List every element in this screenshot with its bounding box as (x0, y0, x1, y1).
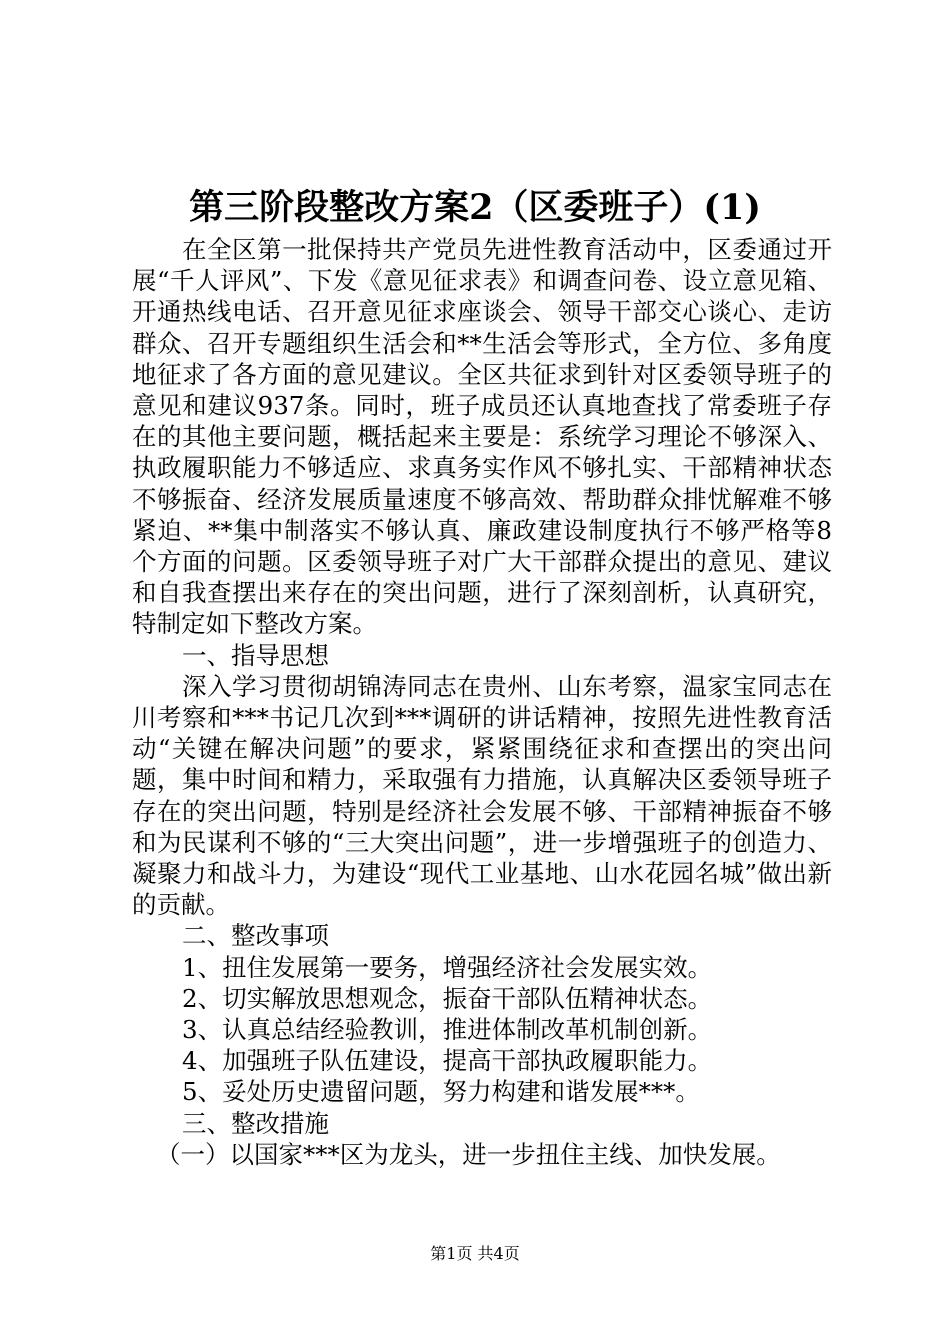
list-item: 5、妥处历史遗留问题，努力构建和谐发展***。 (182, 1077, 700, 1107)
heading-guiding-thought: 一、指导思想 (182, 640, 329, 670)
page-footer: 第1页 共4页 (430, 1244, 520, 1263)
paragraph-guiding-thought: 深入学习贯彻胡锦涛同志在贵州、山东考察，温家宝同志在川考察和***书记几次到***调研的讲话精神，按照先进性教育活动“关键在解决问题”的要求，紧紧围绕征求和查摆出的突出问题，集中时间和精力，采取强有力措施，认真解决区委领导班子存在的突出问题，特别是经济社会发展不够、干部精神振奋不够和为民谋利不够的“三大突出问题”，进一步增强班子的创造力、凝聚力和战斗力，为建设“现代工业基地、山水花园名城”做出新的贡献。 (132, 671, 832, 920)
document-title: 第三阶段整改方案2（区委班子）(1) (189, 187, 761, 228)
paragraph-intro: 在全区第一批保持共产党员先进性教育活动中，区委通过开展“千人评风”、下发《意见征求表》和调查问卷、设立意见箱、开通热线电话、召开意见征求座谈会、领导干部交心谈心、走访群众、召开专题组织生活会和**生活会等形式，全方位、多角度地征求了各方面的意见建议。全区共征求到针对区委领导班子的意见和建议937条。同时，班子成员还认真地查找了常委班子存在的其他主要问题，概括起来主要是：系统学习理论不够深入、执政履职能力不够适应、求真务实作风不够扎实、干部精神状态不够振奋、经济发展质量速度不够高效、帮助群众排忧解难不够紧迫、**集中制落实不够认真、廉政建设制度执行不够严格等8个方面的问题。区委领导班子对广大干部群众提出的意见、建议和自我查摆出来存在的突出问题，进行了深刻剖析，认真研究，特制定如下整改方案。 (132, 235, 832, 639)
list-item: 3、认真总结经验教训，推进体制改革机制创新。 (182, 1015, 713, 1045)
heading-rectification-items: 二、整改事项 (182, 921, 329, 951)
list-item: 1、扭住发展第一要务，增强经济社会发展实效。 (182, 952, 713, 982)
list-item: 2、切实解放思想观念，振奋干部队伍精神状态。 (182, 983, 713, 1013)
paragraph-measure-1: （一）以国家***区为龙头，进一步扭住主线、加快发展。 (156, 1139, 781, 1169)
heading-rectification-measures: 三、整改措施 (182, 1108, 329, 1138)
list-item: 4、加强班子队伍建设，提高干部执政履职能力。 (182, 1046, 713, 1076)
document-body (132, 234, 832, 1170)
